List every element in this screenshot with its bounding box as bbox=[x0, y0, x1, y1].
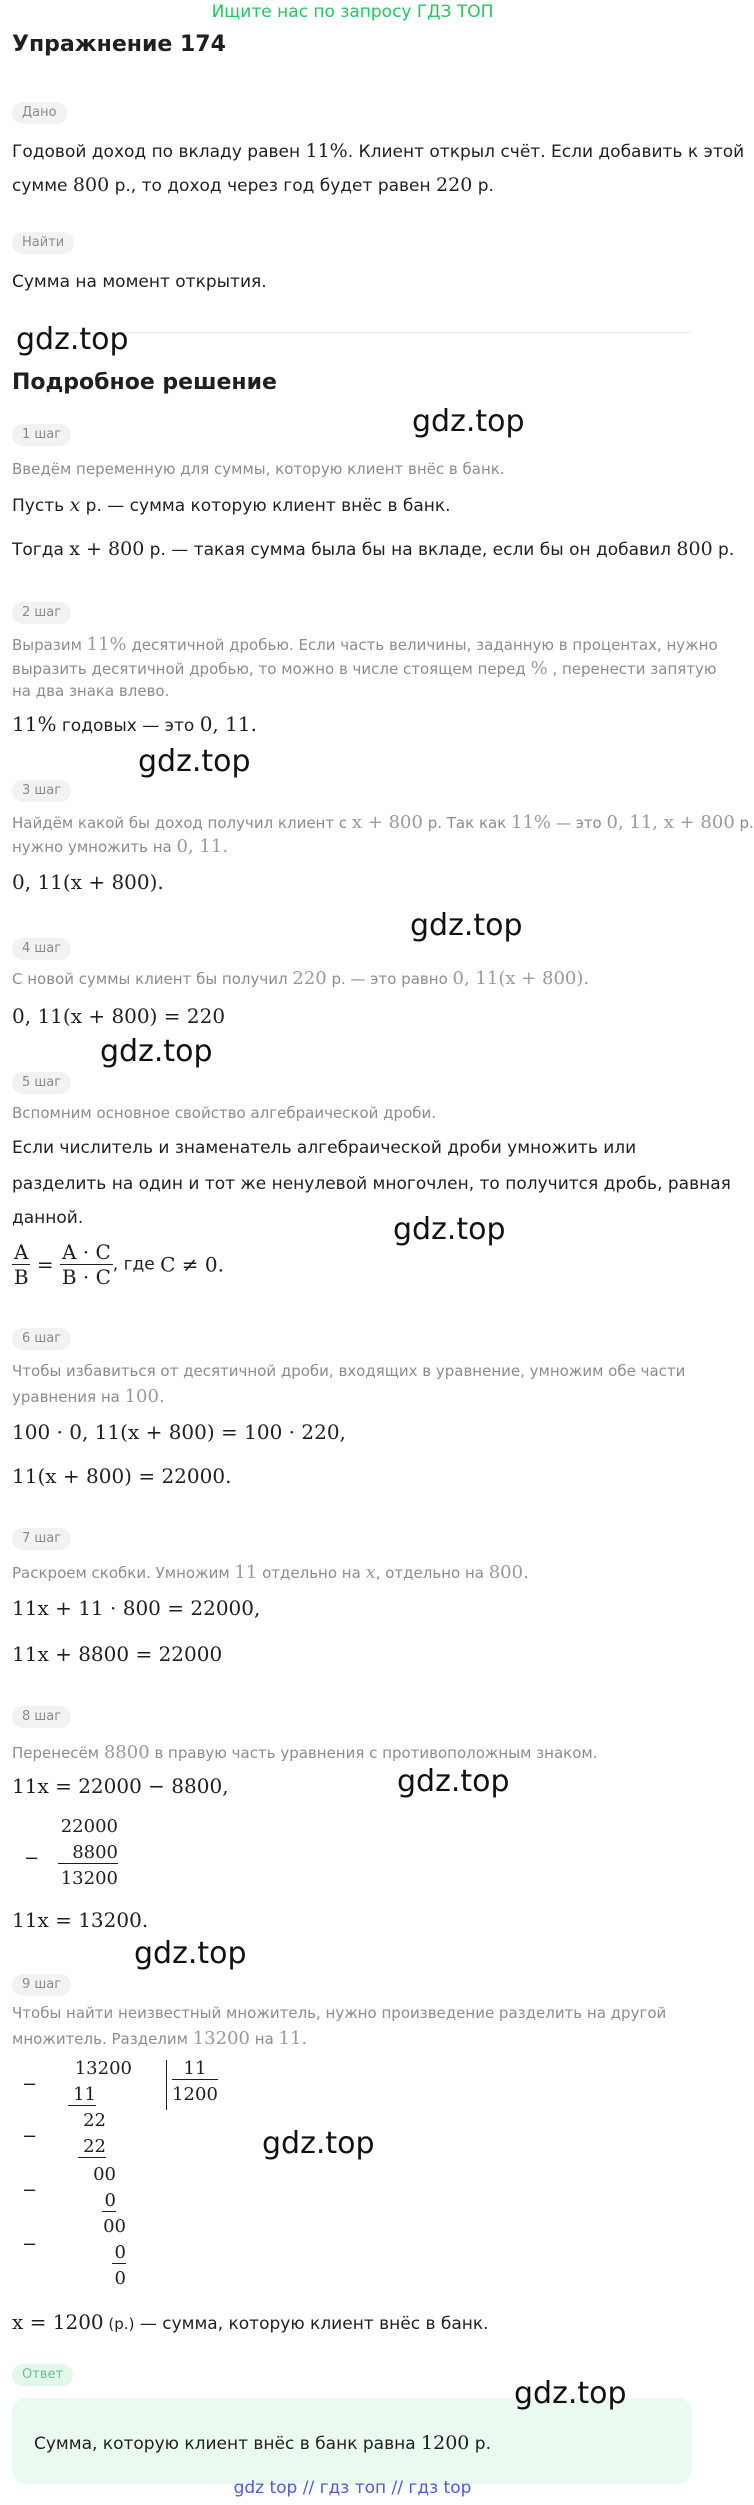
step-badge-9: 9 шаг bbox=[12, 1974, 71, 1996]
division-minus: − bbox=[22, 2180, 38, 2201]
watermark: gdz.top bbox=[138, 744, 251, 779]
step1-description: Введём переменную для суммы, которую клиент внёс в банк. bbox=[12, 460, 505, 478]
step9-result: x = 1200 (р.) — сумма, которую клиент внёс в банк. bbox=[12, 2310, 489, 2334]
step6-description-2: уравнения на 100. bbox=[12, 1386, 165, 1407]
fraction-left: $\frac{A}{B}$ bbox=[13, 1240, 29, 1289]
watermark: gdz.top bbox=[134, 1936, 247, 1971]
step3-expression: 0, 11(x + 800). bbox=[12, 870, 164, 894]
watermark: gdz.top bbox=[410, 908, 523, 943]
answer-badge: Ответ bbox=[12, 2364, 73, 2386]
watermark: gdz.top bbox=[16, 322, 129, 357]
exercise-title: Упражнение 174 bbox=[12, 32, 226, 57]
find-badge: Найти bbox=[12, 232, 74, 254]
division-row: 0 bbox=[114, 2268, 126, 2289]
step8-equation-1: 11x = 22000 − 8800, bbox=[12, 1774, 229, 1798]
step3-description-1: Найдём какой бы доход получил клиент с x + 800 р. Так как 11% — это 0, 11, x + 800 р. bbox=[12, 812, 754, 833]
step7-equation-2: 11x + 8800 = 22000 bbox=[12, 1642, 223, 1666]
subtraction-subtrahend: 8800 bbox=[58, 1842, 118, 1864]
subtraction-minuend: 22000 bbox=[60, 1816, 118, 1837]
division-row: 0 bbox=[112, 2242, 126, 2264]
division-row: 0 bbox=[102, 2190, 116, 2212]
given-badge: Дано bbox=[12, 102, 67, 124]
find-text: Сумма на момент открытия. bbox=[12, 272, 267, 292]
step9-description-1: Чтобы найти неизвестный множитель, нужно произведение разделить на другой bbox=[12, 2004, 667, 2022]
solution-title: Подробное решение bbox=[12, 370, 277, 395]
division-quotient: 1200 bbox=[172, 2084, 218, 2105]
division-row: 00 bbox=[93, 2164, 116, 2185]
step-badge-1: 1 шаг bbox=[12, 424, 71, 446]
division-minus: − bbox=[22, 2126, 38, 2147]
subtraction-difference: 13200 bbox=[60, 1868, 118, 1889]
watermark: gdz.top bbox=[262, 2126, 375, 2161]
top-search-link[interactable]: Ищите нас по запросу ГДЗ ТОП bbox=[211, 2, 494, 22]
step5-line-2: разделить на один и тот же ненулевой многочлен, то получится дробь, равная bbox=[12, 1174, 731, 1194]
step-badge-6: 6 шаг bbox=[12, 1328, 71, 1350]
fraction-right: $\frac{A \cdot C}{B \cdot C}$ bbox=[61, 1240, 111, 1289]
step4-equation: 0, 11(x + 800) = 220 bbox=[12, 1004, 226, 1028]
given-line-1: Годовой доход по вкладу равен 11%. Клиент открыл счёт. Если добавить к этой bbox=[12, 140, 745, 162]
step8-description: Перенесём 8800 в правую часть уравнения с противоположным знаком. bbox=[12, 1742, 598, 1763]
step3-description-2: нужно умножить на 0, 11. bbox=[12, 836, 229, 857]
step2-description-3: на два знака влево. bbox=[12, 682, 170, 700]
division-minus: − bbox=[22, 2074, 38, 2095]
step1-line-2: Тогда x + 800 р. — такая сумма была бы на вкладе, если бы он добавил 800 р. bbox=[12, 538, 735, 560]
step8-equation-2: 11x = 13200. bbox=[12, 1908, 149, 1932]
step-badge-2: 2 шаг bbox=[12, 602, 71, 624]
step6-equation-1: 100 · 0, 11(x + 800) = 100 · 220, bbox=[12, 1420, 346, 1444]
step5-fraction-property: $\frac{A}{B}$ = $\frac{A \cdot C}{B \cdot C}$ , где C ≠ 0. bbox=[13, 1240, 224, 1289]
step7-equation-1: 11x + 11 · 800 = 22000, bbox=[12, 1596, 261, 1620]
step2-description-2: выразить десятичной дробью, то можно в числе стоящем перед % , перенести запятую bbox=[12, 658, 717, 679]
watermark: gdz.top bbox=[100, 1034, 213, 1069]
step7-description: Раскроем скобки. Умножим 11 отдельно на x, отдельно на 800. bbox=[12, 1562, 529, 1583]
watermark: gdz.top bbox=[412, 404, 525, 439]
step2-description-1: Выразим 11% десятичной дробью. Если часть величины, заданную в процентах, нужно bbox=[12, 634, 718, 655]
watermark: gdz.top bbox=[514, 2376, 627, 2411]
subtraction-minus: − bbox=[24, 1848, 40, 1869]
step5-line-1: Если числитель и знаменатель алгебраической дроби умножить или bbox=[12, 1138, 637, 1158]
division-row: 22 bbox=[78, 2136, 106, 2158]
step-badge-8: 8 шаг bbox=[12, 1706, 71, 1728]
step-badge-4: 4 шаг bbox=[12, 938, 71, 960]
footer-links[interactable]: gdz top // гдз топ // гдз top bbox=[233, 2478, 472, 2498]
step6-equation-2: 11(x + 800) = 22000. bbox=[12, 1464, 232, 1488]
step9-description-2: множитель. Разделим 13200 на 11. bbox=[12, 2028, 308, 2049]
step-badge-5: 5 шаг bbox=[12, 1072, 71, 1094]
step-badge-3: 3 шаг bbox=[12, 780, 71, 802]
step5-description: Вспомним основное свойство алгебраической дроби. bbox=[12, 1104, 437, 1122]
division-dividend: 13200 bbox=[74, 2058, 132, 2079]
step5-line-3: данной. bbox=[12, 1208, 84, 1228]
division-bar bbox=[166, 2060, 167, 2110]
given-line-2: сумме 800 р., то доход через год будет равен 220 р. bbox=[12, 174, 494, 196]
division-row: 11 bbox=[68, 2084, 96, 2106]
division-row: 00 bbox=[103, 2216, 126, 2237]
watermark: gdz.top bbox=[397, 1764, 510, 1799]
step2-line: 11% годовых — это 0, 11. bbox=[12, 712, 257, 736]
division-divisor: 11 bbox=[172, 2058, 218, 2080]
step4-description: С новой суммы клиент бы получил 220 р. — это равно 0, 11(x + 800). bbox=[12, 968, 590, 989]
division-row: 22 bbox=[83, 2110, 106, 2131]
answer-text: Сумма, которую клиент внёс в банк равна 1200 р. bbox=[34, 2432, 491, 2454]
division-minus: − bbox=[22, 2234, 38, 2255]
watermark: gdz.top bbox=[393, 1212, 506, 1247]
step1-line-1: Пусть x р. — сумма которую клиент внёс в банк. bbox=[12, 494, 451, 516]
step-badge-7: 7 шаг bbox=[12, 1528, 71, 1550]
step6-description-1: Чтобы избавиться от десятичной дроби, входящих в уравнение, умножим обе части bbox=[12, 1362, 686, 1380]
